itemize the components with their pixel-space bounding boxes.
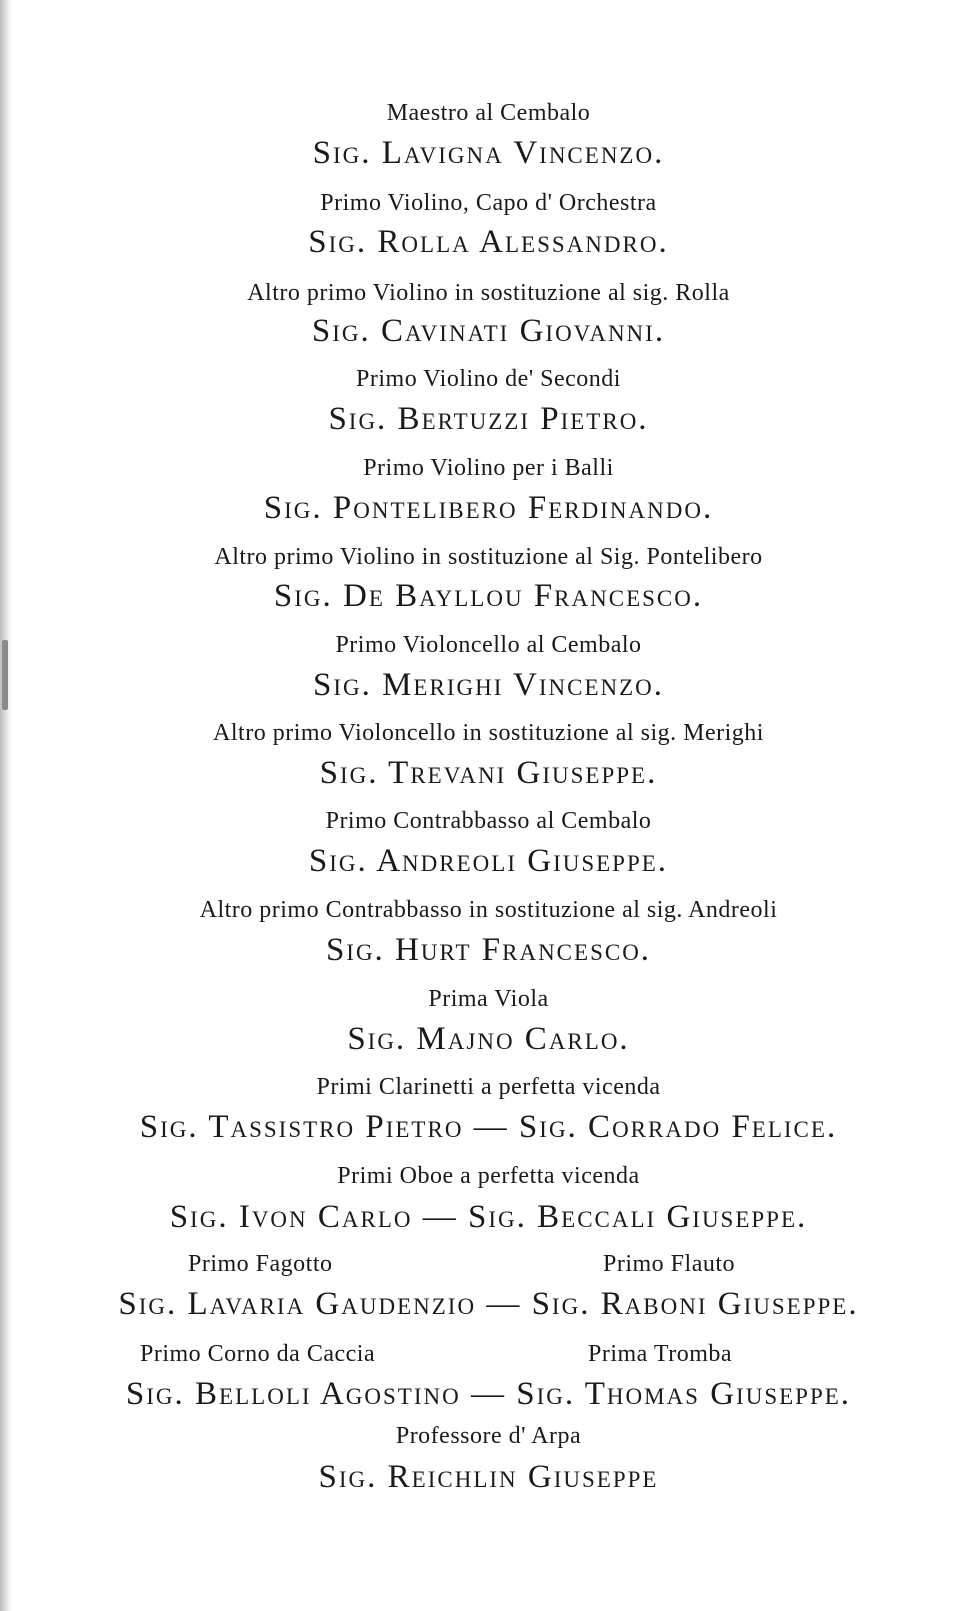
name-rolla: Sig. Rolla Alessandro. [308, 224, 669, 260]
name-reichlin: Sig. Reichlin Giuseppe [318, 1459, 659, 1495]
role-sostituto-pontelibero: Altro primo Violino in sostituzione al Sig. Pontelibero [214, 544, 763, 570]
role-sostituto-merighi: Altro primo Violoncello in sostituzione al sig. Merighi [213, 720, 764, 746]
name-lavaria-raboni: Sig. Lavaria Gaudenzio — Sig. Raboni Giuseppe. [118, 1286, 859, 1322]
name-tassistro-corrado: Sig. Tassistro Pietro — Sig. Corrado Felice. [139, 1109, 838, 1145]
role-primo-violino-balli: Primo Violino per i Balli [363, 455, 614, 481]
role-sostituto-andreoli: Altro primo Contrabbasso in sostituzione al sig. Andreoli [199, 897, 778, 923]
name-bertuzzi: Sig. Bertuzzi Pietro. [328, 401, 649, 437]
role-primi-clarinetti: Primi Clarinetti a perfetta vicenda [316, 1074, 661, 1100]
name-andreoli: Sig. Andreoli Giuseppe. [308, 843, 669, 879]
role-prima-tromba: Prima Tromba [588, 1341, 733, 1367]
role-primo-corno: Primo Corno da Caccia [140, 1341, 376, 1367]
role-professore-arpa: Professore d' Arpa [395, 1423, 582, 1449]
role-primo-violino-capo: Primo Violino, Capo d' Orchestra [320, 190, 657, 216]
name-ivon-beccali: Sig. Ivon Carlo — Sig. Beccali Giuseppe. [169, 1199, 808, 1235]
name-majno: Sig. Majno Carlo. [347, 1021, 630, 1057]
name-pontelibero: Sig. Pontelibero Ferdinando. [263, 490, 714, 526]
name-trevani: Sig. Trevani Giuseppe. [319, 755, 658, 791]
role-maestro-al-cembalo: Maestro al Cembalo [386, 100, 591, 126]
name-de-bayllou: Sig. De Bayllou Francesco. [273, 578, 704, 614]
role-sostituto-rolla: Altro primo Violino in sostituzione al sig. Rolla [247, 280, 730, 306]
role-primo-violino-secondi: Primo Violino de' Secondi [356, 366, 621, 392]
name-cavinati: Sig. Cavinati Giovanni. [311, 313, 666, 349]
role-primi-oboe: Primi Oboe a perfetta vicenda [337, 1163, 640, 1189]
name-lavigna: Sig. Lavigna Vincenzo. [312, 135, 665, 171]
name-belloli-thomas: Sig. Belloli Agostino — Sig. Thomas Giuseppe. [125, 1376, 852, 1412]
role-primo-contrabbasso: Primo Contrabbasso al Cembalo [325, 808, 652, 834]
name-hurt: Sig. Hurt Francesco. [325, 932, 652, 968]
role-primo-flauto: Primo Flauto [603, 1251, 736, 1277]
role-primo-fagotto: Primo Fagotto [188, 1251, 333, 1277]
role-primo-violoncello: Primo Violoncello al Cembalo [335, 632, 642, 658]
role-prima-viola: Prima Viola [428, 986, 549, 1012]
name-merighi: Sig. Merighi Vincenzo. [312, 667, 665, 703]
